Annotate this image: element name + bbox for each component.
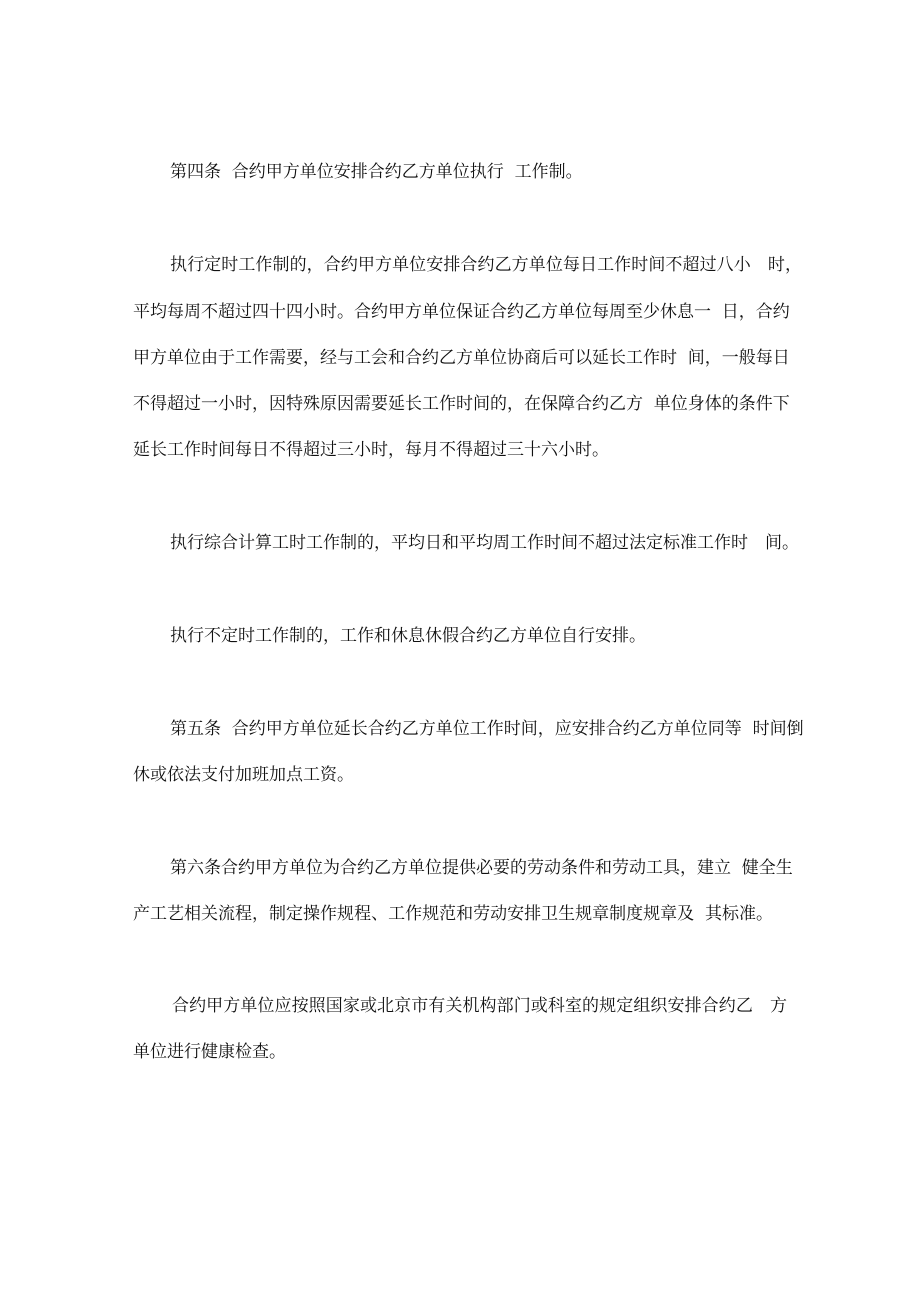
paragraph-line: 第六条合约甲方单位为合约乙方单位提供必要的劳动条件和劳动工具，建立 健全生 xyxy=(170,858,793,878)
paragraph-line: 平均每周不超过四十四小时。合约甲方单位保证合约乙方单位每周至少休息一 日，合约 xyxy=(133,302,790,322)
paragraph-line: 执行定时工作制的，合约甲方单位安排合约乙方单位每日工作时间不超过八小 时， xyxy=(170,255,802,275)
paragraph-line: 甲方单位由于工作需要，经与工会和合约乙方单位协商后可以延长工作时 间，一般每日 xyxy=(133,348,790,368)
paragraph-line: 合约甲方单位应按照国家或北京市有关机构部门或科室的规定组织安排合约乙 方 xyxy=(172,996,787,1016)
paragraph-line: 第五条 合约甲方单位延长合约乙方单位工作时间，应安排合约乙方单位同等 时间倒 xyxy=(170,719,804,739)
comprehensive-hours-paragraph: 执行综合计算工时工作制的，平均日和平均周工作时间不超过法定标准工作时 间。 xyxy=(170,533,799,553)
paragraph-line: 产工艺相关流程，制定操作规程、工作规范和劳动安排卫生规章制度规章及 其标准。 xyxy=(133,904,773,924)
article-4-heading: 第四条 合约甲方单位安排合约乙方单位执行 工作制。 xyxy=(170,162,583,182)
paragraph-line: 不得超过一小时，因特殊原因需要延长工作时间的，在保障合约乙方 单位身体的条件下 xyxy=(133,394,790,414)
paragraph-line: 休或依法支付加班加点工资。 xyxy=(133,765,354,785)
paragraph-line: 延长工作时间每日不得超过三小时，每月不得超过三十六小时。 xyxy=(133,440,609,460)
flexible-hours-paragraph: 执行不定时工作制的，工作和休息休假合约乙方单位自行安排。 xyxy=(170,626,646,646)
paragraph-line: 单位进行健康检查。 xyxy=(133,1042,286,1062)
